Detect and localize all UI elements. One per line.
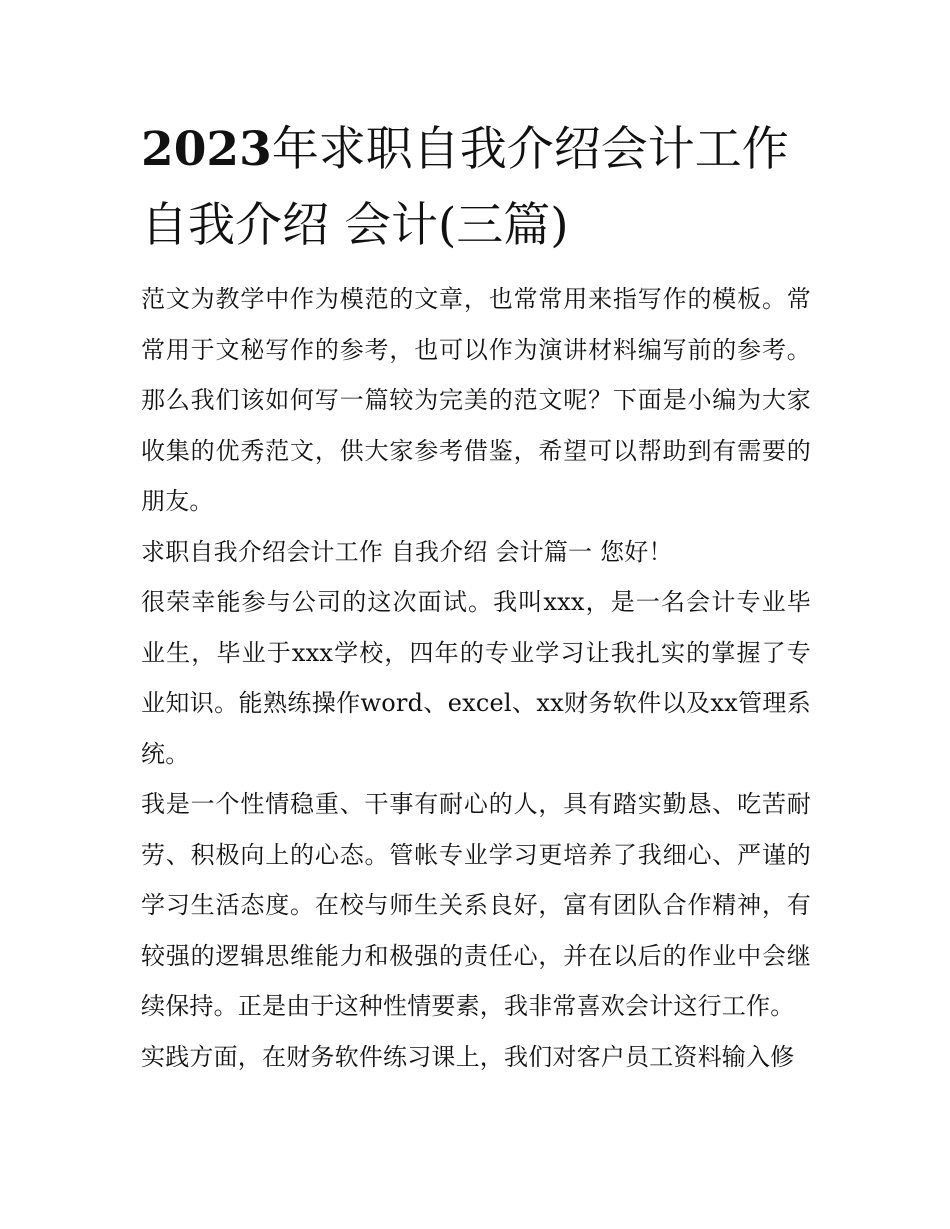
document-body (141, 274, 811, 1082)
paragraph-personality: 我是一个性情稳重、干事有耐心的人，具有踏实勤恳、吃苦耐劳、积极向上的心态。管帐专业学习更培养了我细心、严谨的学习生活态度。在校与师生关系良好，富有团队合作精神，有较强的逻辑思维能力和极强的责任心，并在以后的作业中会继续保持。正是由于这种性情要素，我非常喜欢会计这行工作。 (141, 790, 811, 1020)
document-page (141, 112, 811, 1082)
document-title (141, 112, 811, 264)
paragraph-heading-one: 求职自我介绍会计工作 自我介绍 会计篇一 您好！ (141, 537, 673, 566)
paragraph-intro: 范文为教学中作为模范的文章，也常常用来指写作的模板。常常用于文秘写作的参考，也可以作为演讲材料编写前的参考。那么我们该如何写一篇较为完美的范文呢？下面是小编为大家收集的优秀范文，供大家参考借鉴，希望可以帮助到有需要的朋友。 (141, 285, 811, 515)
title-text: 年求职自我介绍会计工作自我介绍 会计(三篇) (141, 122, 789, 253)
title-year: 2023 (141, 122, 272, 177)
paragraph-practice: 实践方面，在财务软件练习课上，我们对客户员工资料输入修 (141, 1042, 795, 1071)
paragraph-self-intro: 很荣幸能参与公司的这次面试。我叫xxx，是一名会计专业毕业生，毕业于xxx学校，四年的专业学习让我扎实的掌握了专业知识。能熟练操作word、excel、xx财务软件以及xx管理系统。 (141, 588, 811, 768)
